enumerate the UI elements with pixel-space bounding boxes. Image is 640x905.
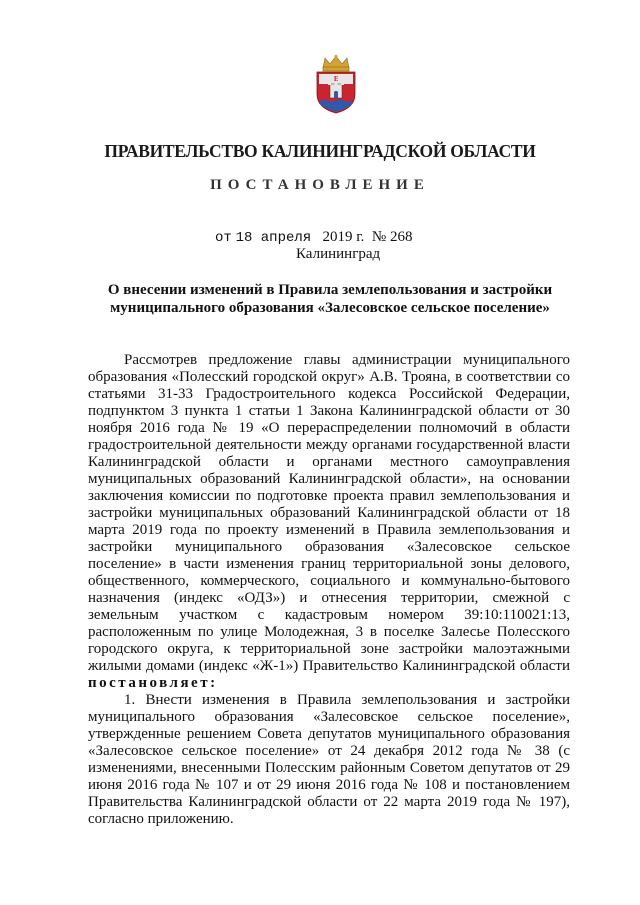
kaliningrad-coat-of-arms-icon bbox=[313, 54, 359, 114]
decree-date-number bbox=[215, 229, 412, 246]
paragraph-text: Рассмотрев предложение главы администрации муниципального образования «Полесский городской округ» А.В. Трояна, в соответствии со статьями 31-33 Градостроительного кодекса Российской Федерации, подпунктом 3 пункта 1 статьи 1 Закона Калининградской области от 30 ноября 2016 года № 19 «О перераспределении полномочий в области градостроительной деятельности между органами государственной власти Калининградской области и органами местного самоуправления муниципальных образований Калининградской области», на основании заключения комиссии по подготовке проекта правил землепользования и застройки муниципальных образований Калининградской области от 18 марта 2019 года по проекту изменений в Правила землепользования и застройки муниципального образования «Залесовское сельское поселение» в части изменения границ территориальной зоны делового, общественного, коммерческого, социального и коммунально-бытового назначения (индекс «ОДЗ») и отнесения территории, смежной с земельным участком с кадастровым номером 39:10:110021:13, расположенным по улице Молодежная, 3 в поселке Залесье Полесского городского округа, к территориальной зоне застройки малоэтажными жилыми домами (индекс «Ж-1») Правительство Калининградской области bbox=[88, 352, 570, 674]
body-paragraph bbox=[88, 352, 570, 692]
date-year: 2019 г. bbox=[322, 229, 365, 245]
date-day-month: 18 апреля bbox=[235, 230, 312, 246]
decree-operative-word: постановляет: bbox=[88, 675, 218, 691]
body-paragraph bbox=[88, 692, 570, 828]
city-name: Калининград bbox=[296, 246, 381, 262]
decree-subject: О внесении изменений в Правила землепользования и застройки муниципального образования «Залесовское сельское поселение» bbox=[107, 282, 553, 316]
paragraph-text: 1. Внести изменения в Правила землепользования и застройки муниципального образования «Залесовское сельское поселение», утвержденные решением Совета депутатов муниципального образования «Залесовское сельское поселение» от 24 декабря 2012 года № 38 (с изменениями, внесенными Полесским районным Советом депутатов от 29 июня 2016 года № 107 и от 29 июня 2016 года № 108 и постановлением Правительства Калининградской области от 22 марта 2019 года № 197), согласно приложению. bbox=[88, 692, 570, 827]
document-type-title: ПОСТАНОВЛЕНИЕ bbox=[210, 177, 430, 193]
decree-number: № 268 bbox=[371, 229, 413, 245]
svg-text:E: E bbox=[333, 76, 339, 83]
date-prefix: от bbox=[215, 230, 232, 246]
decree-body bbox=[88, 352, 570, 828]
government-title: ПРАВИТЕЛЬСТВО КАЛИНИНГРАДСКОЙ ОБЛАСТИ bbox=[104, 141, 536, 161]
